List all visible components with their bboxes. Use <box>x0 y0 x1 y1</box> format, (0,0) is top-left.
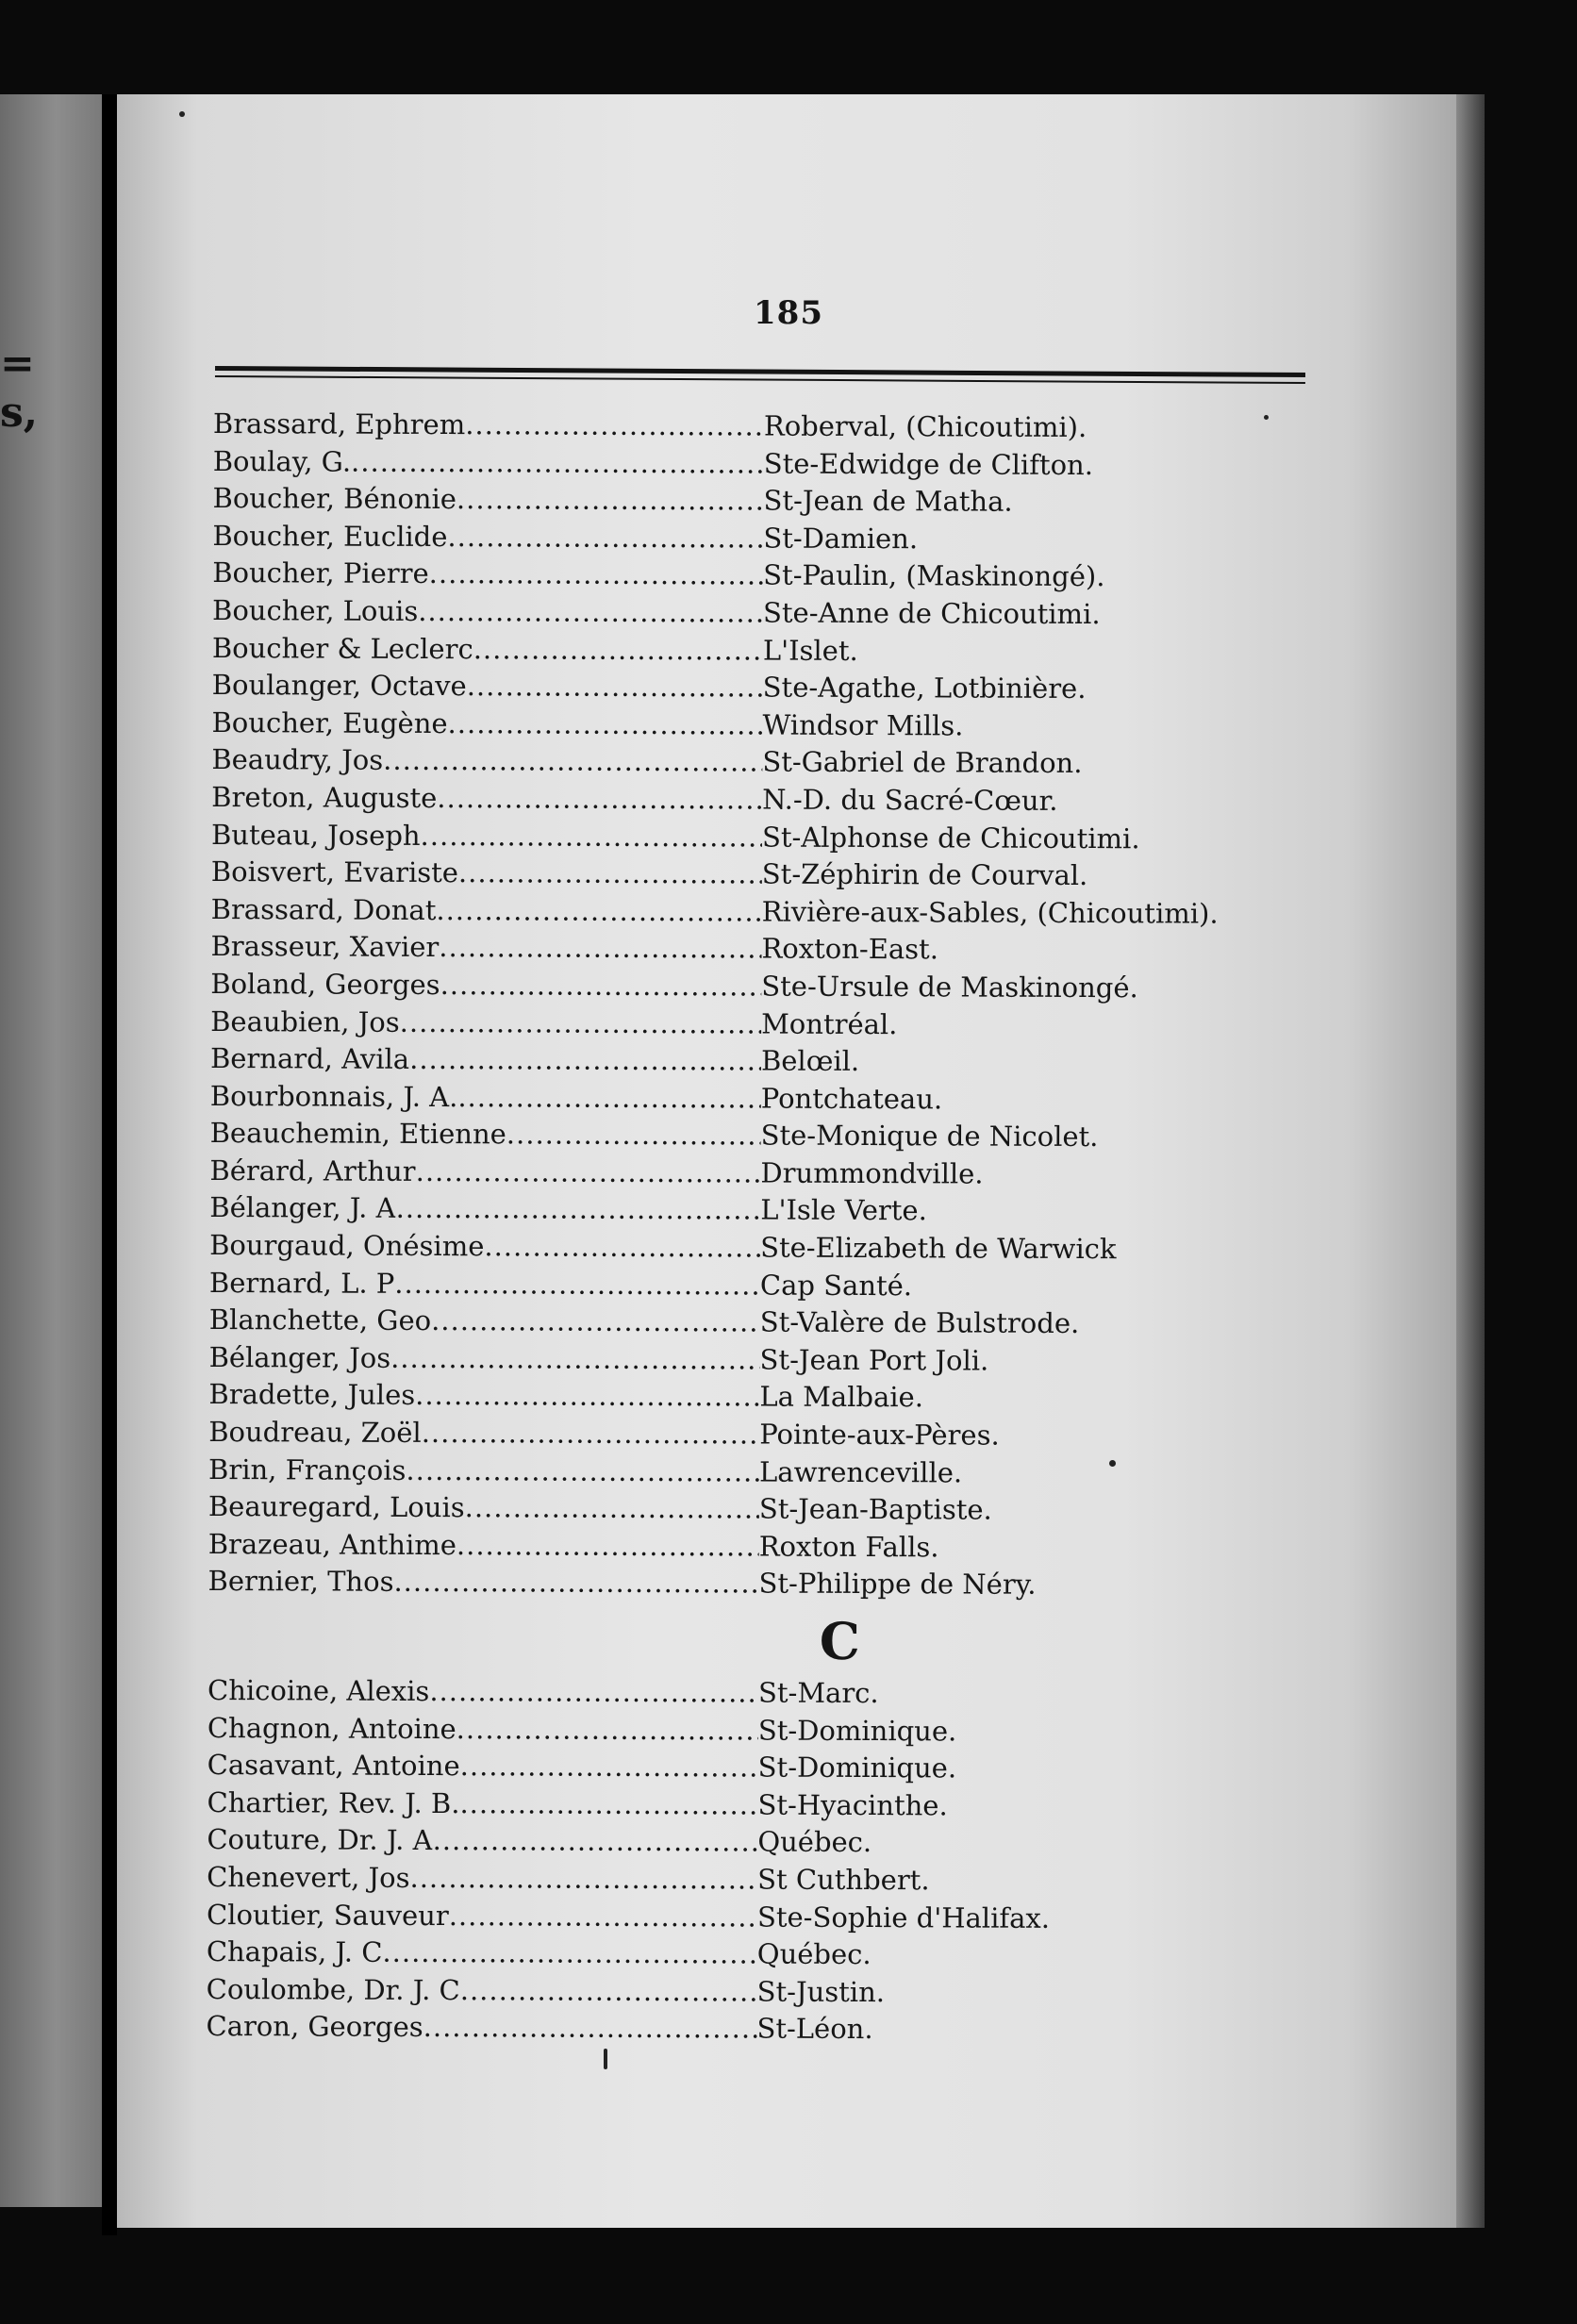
dot-leader <box>429 1675 758 1709</box>
entry-name: Beaudry, Jos <box>211 743 384 777</box>
dot-leader <box>460 1750 758 1783</box>
dot-leader <box>423 2011 757 2045</box>
dot-leader <box>429 557 764 591</box>
entry-name-block <box>210 1004 761 1039</box>
entry-place: St-Justin. <box>756 1975 886 2008</box>
entry-name: Boucher, Louis <box>211 593 419 627</box>
entry-name-block <box>209 1341 760 1376</box>
entry-name: Bélanger, J. A <box>209 1191 396 1225</box>
directory-entry <box>211 743 1343 786</box>
entry-place: St Cuthbert. <box>757 1863 930 1897</box>
directory-entry <box>211 893 1343 936</box>
directory-entry <box>212 669 1344 711</box>
entry-name-block <box>209 1154 760 1189</box>
entry-place: Ste-Edwidge de Clifton. <box>763 447 1094 481</box>
entry-name: Cloutier, Sauveur <box>206 1898 449 1932</box>
entry-place: St-Alphonse de Chicoutimi. <box>761 821 1140 855</box>
entry-name-block <box>211 819 762 854</box>
dot-leader <box>467 670 763 703</box>
dot-leader <box>459 1787 757 1820</box>
entry-name: Boucher, Eugène <box>211 706 448 739</box>
entry-place: Cap Santé. <box>759 1269 913 1302</box>
directory-entry <box>208 1565 1339 1607</box>
dot-leader <box>416 1155 761 1189</box>
entry-name-block <box>210 968 761 1003</box>
dot-leader <box>460 1974 757 2007</box>
dot-leader <box>449 1900 757 1933</box>
entry-place: Roxton Falls. <box>758 1530 939 1564</box>
dot-leader <box>456 1713 758 1746</box>
entry-name-block <box>213 482 764 517</box>
entry-name: Boudreau, Zoël <box>208 1416 422 1450</box>
entry-place: La Malbaie. <box>759 1380 924 1414</box>
entry-name-block <box>208 1378 759 1413</box>
ink-speck <box>179 111 185 117</box>
entry-place: Drummondville. <box>760 1156 984 1190</box>
entry-name: Bourbonnais, J. A. <box>209 1079 458 1113</box>
dot-leader <box>437 782 762 816</box>
entry-name-block <box>212 632 763 667</box>
entry-name-block <box>212 520 763 555</box>
entry-name-block <box>209 1267 760 1302</box>
entry-place: Belœil. <box>760 1044 860 1078</box>
entry-place: St-Zéphirin de Courval. <box>761 857 1088 892</box>
directory-entry <box>209 1303 1341 1346</box>
entry-name-block <box>210 1080 761 1115</box>
entry-name: Boland, Georges <box>210 967 440 1001</box>
directory-entry <box>212 482 1344 524</box>
dot-leader <box>439 931 761 964</box>
dot-leader <box>458 856 762 889</box>
entry-place: St-Dominique. <box>757 1751 957 1784</box>
dot-leader <box>421 819 763 853</box>
entry-place: Montréal. <box>761 1007 898 1040</box>
directory-entry <box>212 594 1344 637</box>
dot-leader <box>418 595 763 629</box>
entry-name: Beaubien, Jos <box>210 1004 400 1038</box>
directory-entry <box>210 930 1342 972</box>
entry-place: Ste-Anne de Chicoutimi. <box>762 596 1101 631</box>
entry-place: St-Philippe de Néry. <box>758 1567 1037 1602</box>
entry-name-block <box>208 1674 758 1709</box>
directory-entry <box>212 556 1344 599</box>
entry-name: Breton, Auguste <box>211 780 438 814</box>
dot-leader <box>394 1268 760 1302</box>
dot-leader <box>409 1043 761 1077</box>
entry-name: Buteau, Joseph <box>210 818 421 852</box>
entry-place: Ste-Sophie d'Halifax. <box>756 1901 1051 1934</box>
entry-name-block <box>207 1786 757 1821</box>
entry-place: Ste-Ursule de Maskinongé. <box>761 970 1138 1004</box>
entry-place: L'Isle Verte. <box>760 1194 927 1227</box>
dot-leader <box>447 521 763 554</box>
entry-name: Chagnon, Antoine <box>207 1711 456 1745</box>
directory-entry <box>210 1042 1342 1085</box>
entry-place: St-Damien. <box>763 522 919 556</box>
entry-name-block <box>211 893 762 928</box>
entry-name: Beauchemin, Etienne <box>209 1117 506 1151</box>
entry-place: Windsor Mills. <box>762 708 964 742</box>
directory-entry <box>208 1749 1339 1791</box>
entry-name-block <box>208 1565 758 1600</box>
entry-place: St-Hyacinthe. <box>757 1788 948 1822</box>
dot-leader <box>382 1936 757 1970</box>
dot-leader <box>440 969 762 1002</box>
entry-name-block <box>207 1973 757 2008</box>
entry-name: Bernier, Thos <box>208 1565 394 1599</box>
dot-leader <box>383 744 762 778</box>
entry-place: St-Jean de Matha. <box>763 484 1013 518</box>
directory-entry <box>211 819 1343 861</box>
dot-leader <box>506 1119 761 1152</box>
entry-name: Brin, François <box>208 1452 407 1486</box>
entry-place: Pointe-aux-Pères. <box>759 1418 1000 1452</box>
directory-entry <box>212 520 1344 562</box>
entry-name-block <box>207 1823 757 1858</box>
section-letter: C <box>819 1610 860 1672</box>
dot-leader <box>422 1417 760 1451</box>
entry-name: Blanchette, Geo <box>208 1303 432 1337</box>
directory-entry <box>206 2010 1337 2052</box>
directory-entry <box>209 1154 1341 1197</box>
entry-name: Boucher, Pierre <box>212 556 429 590</box>
entry-name: Brassard, Donat <box>210 892 437 926</box>
dot-leader <box>465 1491 759 1524</box>
dot-leader <box>431 1304 760 1338</box>
entry-name: Brazeau, Anthime <box>208 1527 457 1561</box>
directory-entry <box>207 1899 1338 1941</box>
ink-speck <box>1109 1460 1116 1467</box>
entry-name-block <box>211 743 762 778</box>
previous-page-mark: = <box>0 340 35 388</box>
entry-name: Chartier, Rev. J. B. <box>207 1785 460 1819</box>
directory-entry <box>213 445 1345 488</box>
directory-entry <box>209 1341 1341 1384</box>
entry-place: Roberval, (Chicoutimi). <box>763 409 1087 444</box>
entry-name: Bernard, Avila <box>209 1042 410 1076</box>
directory-entry <box>208 1712 1339 1754</box>
entry-name-block <box>208 1416 759 1451</box>
entry-name: Bernard, L. P <box>208 1266 395 1300</box>
entry-name: Coulombe, Dr. J. C <box>206 1972 460 2006</box>
directory-entry <box>211 706 1343 749</box>
entry-place: L'Islet. <box>762 634 858 667</box>
entry-name-block <box>213 407 764 442</box>
entry-name: Bourgaud, Onésime <box>209 1229 485 1263</box>
dot-leader <box>351 445 764 479</box>
directory-entry <box>211 781 1343 823</box>
entry-name: Chapais, J. C <box>206 1935 383 1968</box>
entry-name-block <box>208 1712 758 1747</box>
directory-entry <box>207 1786 1338 1829</box>
entry-name-block <box>207 1899 757 1934</box>
directory-entry <box>210 1004 1342 1047</box>
dot-leader <box>484 1230 760 1263</box>
directory-entry <box>210 968 1342 1010</box>
directory-entry <box>208 1453 1340 1496</box>
entry-name-block <box>210 1117 761 1152</box>
entry-name: Boulanger, Octave <box>211 669 467 703</box>
directory-entry <box>212 632 1344 674</box>
dot-leader <box>465 408 764 441</box>
entry-name-block <box>211 781 762 816</box>
entry-place: Pontchateau. <box>760 1082 943 1116</box>
directory-entry <box>208 1416 1340 1458</box>
page-number: 185 <box>754 294 823 332</box>
section-c-list <box>206 1674 1339 2052</box>
entry-name-block <box>210 1042 761 1077</box>
directory-entry <box>207 1935 1338 1978</box>
entry-name: Bradette, Jules <box>208 1378 416 1412</box>
directory-entry <box>207 1823 1338 1866</box>
directory-entry <box>209 1191 1341 1234</box>
entry-name: Bérard, Arthur <box>209 1154 416 1187</box>
entry-place: N.-D. du Sacré-Cœur. <box>762 783 1058 817</box>
dot-leader <box>390 1342 760 1376</box>
dot-leader <box>400 1005 762 1039</box>
entry-place: St-Jean Port Joli. <box>759 1343 989 1377</box>
entry-name: Boucher, Euclide <box>212 519 448 553</box>
dot-leader <box>456 1529 759 1562</box>
entry-place: Ste-Monique de Nicolet. <box>760 1119 1099 1154</box>
dot-leader <box>448 707 763 740</box>
directory-entry <box>210 1117 1342 1159</box>
page-right-edge <box>1456 94 1485 2228</box>
dot-leader <box>406 1454 759 1488</box>
dot-leader <box>473 633 763 666</box>
previous-page-mark: s, <box>0 389 39 437</box>
entry-name: Boucher, Bénonie <box>212 482 457 516</box>
previous-page-marks <box>0 340 39 438</box>
dot-leader <box>409 1862 757 1896</box>
ink-speck <box>604 2049 607 2069</box>
directory-entry <box>208 1674 1339 1717</box>
entry-name: Chicoine, Alexis <box>207 1673 430 1708</box>
entry-name-block <box>208 1749 758 1784</box>
entry-name: Brasseur, Xavier <box>210 930 440 964</box>
entry-name-block <box>208 1490 759 1525</box>
directory-entry <box>207 1973 1338 2016</box>
directory-list <box>206 407 1345 2052</box>
entry-place: Rivière-aux-Sables, (Chicoutimi). <box>761 895 1219 930</box>
entry-name-block <box>208 1453 759 1488</box>
dot-leader <box>436 894 761 928</box>
entry-place: Québec. <box>756 1937 872 1971</box>
dot-leader <box>415 1379 759 1413</box>
entry-name-block <box>209 1229 760 1264</box>
dot-leader <box>433 1824 758 1858</box>
entry-name-block <box>209 1191 760 1226</box>
entry-name-block <box>211 706 762 741</box>
entry-place: St-Valère de Bulstrode. <box>759 1305 1080 1340</box>
entry-place: St-Gabriel de Brandon. <box>762 745 1083 780</box>
book-gutter <box>102 94 117 2235</box>
dot-leader <box>457 1081 761 1114</box>
directory-entry <box>209 1267 1341 1309</box>
entry-name: Caron, Georges <box>206 2010 423 2044</box>
entry-name-block <box>213 445 764 480</box>
entry-name: Casavant, Antoine <box>207 1749 460 1783</box>
entry-place: St-Dominique. <box>757 1714 957 1748</box>
dot-leader <box>396 1192 761 1226</box>
entry-name: Bélanger, Jos <box>208 1340 391 1374</box>
entry-name-block <box>207 1935 757 1970</box>
entry-name: Beauregard, Louis <box>208 1490 465 1524</box>
entry-name-block <box>212 669 763 704</box>
entry-place: St-Marc. <box>757 1676 879 1710</box>
directory-entry <box>209 1229 1341 1271</box>
entry-name-block <box>209 1303 760 1338</box>
entry-name: Boisvert, Evariste <box>210 855 459 889</box>
dot-leader <box>393 1566 758 1600</box>
entry-name: Couture, Dr. J. A <box>207 1823 433 1857</box>
directory-entry <box>207 1861 1338 1903</box>
entry-name-block <box>206 2010 756 2045</box>
entry-name: Brassard, Ephrem <box>212 407 466 441</box>
directory-entry <box>211 855 1343 898</box>
entry-name-block <box>207 1861 757 1896</box>
directory-entry <box>208 1378 1340 1420</box>
entry-place: St-Paulin, (Maskinongé). <box>763 558 1105 593</box>
entry-name-block <box>212 594 763 629</box>
section-b-list <box>208 407 1345 1607</box>
dot-leader <box>456 483 764 516</box>
entry-place: Lawrenceville. <box>759 1455 963 1489</box>
directory-entry <box>208 1490 1340 1533</box>
entry-name: Chenevert, Jos <box>207 1860 410 1894</box>
entry-name-block <box>212 556 763 591</box>
entry-name: Boulay, G. <box>212 444 352 478</box>
entry-place: St-Jean-Baptiste. <box>758 1492 992 1526</box>
directory-entry <box>208 1528 1340 1570</box>
entry-place: Ste-Agathe, Lotbinière. <box>762 671 1087 706</box>
entry-name: Boucher & Leclerc <box>211 631 473 665</box>
entry-place: Roxton-East. <box>761 932 939 966</box>
entry-place: Québec. <box>757 1825 872 1859</box>
entry-place: St-Léon. <box>756 2012 873 2046</box>
entry-name-block <box>208 1528 759 1563</box>
entry-place: Ste-Elizabeth de Warwick <box>760 1231 1117 1266</box>
ink-speck <box>1264 415 1269 420</box>
entry-name-block <box>211 855 762 890</box>
entry-name-block <box>210 930 761 965</box>
directory-entry <box>213 407 1345 450</box>
directory-entry <box>210 1080 1342 1122</box>
